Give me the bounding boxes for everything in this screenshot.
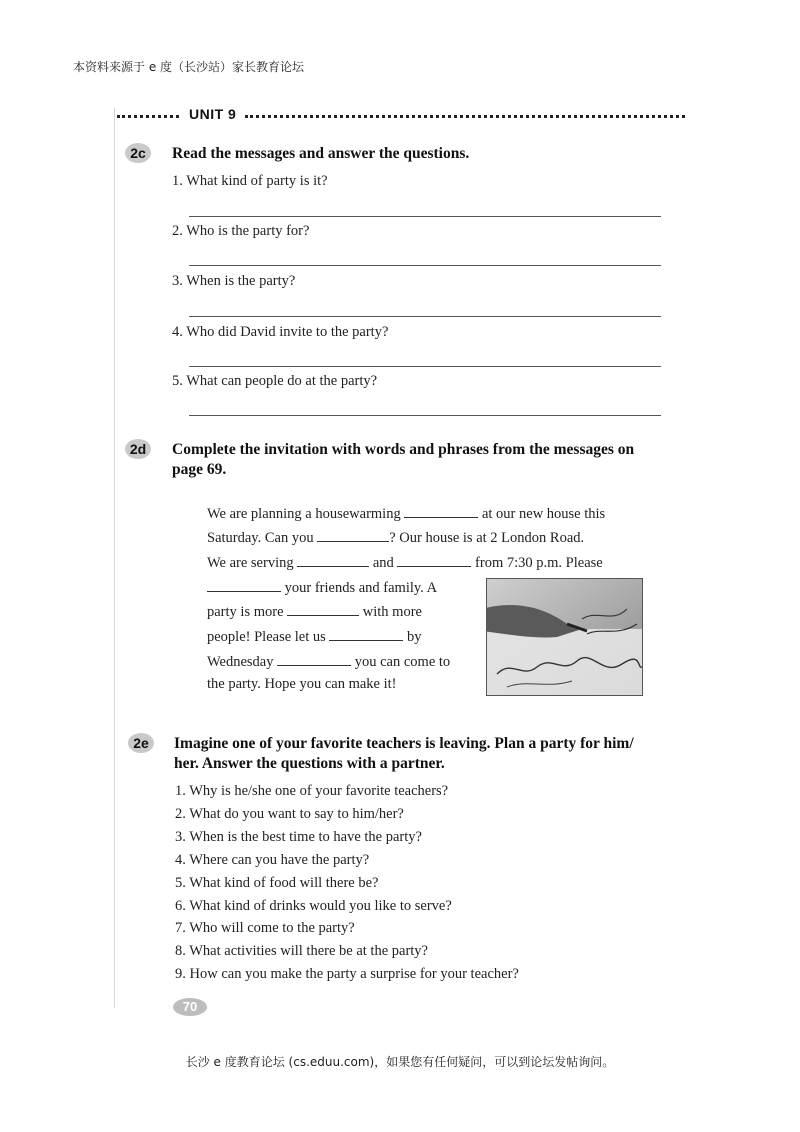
invitation-line-1 xyxy=(207,503,605,523)
invitation-text: Saturday. Can you xyxy=(207,530,314,546)
invitation-text: from 7:30 p.m. Please xyxy=(475,555,603,571)
exercise-2d-heading-line1: Complete the invitation with words and phrases from the messages on xyxy=(172,441,635,458)
question-2e-4: 4. Where can you have the party? xyxy=(175,851,370,868)
invitation-line-5 xyxy=(207,601,422,621)
blank-6[interactable] xyxy=(287,601,359,616)
question-2c-2: 2. Who is the party for? xyxy=(172,223,310,239)
exercise-2e-questions xyxy=(175,780,519,986)
question-2e-6: 6. What kind of drinks would you like to serve? xyxy=(175,897,452,914)
invitation-line-2 xyxy=(207,527,584,547)
margin-rule xyxy=(114,108,115,1008)
invitation-text: We are planning a housewarming xyxy=(207,506,401,522)
unit-label: UNIT 9 xyxy=(189,106,237,122)
blank-5[interactable] xyxy=(207,577,281,592)
question-2e-7: 7. Who will come to the party? xyxy=(175,920,355,937)
invitation-text: by xyxy=(407,629,422,645)
exercise-2e-heading-line1: Imagine one of your favorite teachers is leaving. Plan a party for him/ xyxy=(174,735,634,752)
writing-hand-photo xyxy=(486,578,643,696)
invitation-text: and xyxy=(372,555,394,571)
pen-writing-illustration xyxy=(487,579,642,695)
question-2c-1: 1. What kind of party is it? xyxy=(172,173,328,189)
blank-3[interactable] xyxy=(297,552,369,567)
exercise-2c-heading: Read the messages and answer the questions. xyxy=(172,145,470,162)
invitation-line-4 xyxy=(207,577,437,597)
invitation-text: ? Our house is at 2 London Road. xyxy=(389,530,585,546)
answer-line-2c-2[interactable] xyxy=(189,265,661,266)
question-2e-9: 9. How can you make the party a surprise for your teacher? xyxy=(175,966,519,983)
exercise-2d-heading xyxy=(172,440,634,480)
invitation-text: Wednesday xyxy=(207,654,274,670)
invitation-text: with more xyxy=(362,604,422,620)
invitation-text: at our new house this xyxy=(481,506,606,522)
invitation-text: people! Please let us xyxy=(207,629,326,645)
invitation-text: your friends and family. A xyxy=(284,580,438,596)
exercise-2d-heading-line2: page 69. xyxy=(172,461,227,478)
blank-2[interactable] xyxy=(317,527,389,542)
exercise-badge-2c: 2c xyxy=(125,143,151,163)
page-number: 70 xyxy=(173,998,207,1016)
dotted-rule-right xyxy=(245,115,685,118)
source-note: 本资料来源于 e 度（长沙站）家长教育论坛 xyxy=(73,60,305,74)
invitation-line-6 xyxy=(207,626,422,646)
answer-line-2c-5[interactable] xyxy=(189,415,661,416)
answer-line-2c-1[interactable] xyxy=(189,216,661,217)
question-2e-2: 2. What do you want to say to him/her? xyxy=(175,805,404,822)
invitation-text: We are serving xyxy=(207,555,294,571)
question-2e-3: 3. When is the best time to have the party? xyxy=(175,828,422,845)
exercise-2e-heading-line2: her. Answer the questions with a partner. xyxy=(174,755,445,772)
exercise-badge-2d: 2d xyxy=(125,439,151,459)
question-2c-3: 3. When is the party? xyxy=(172,273,296,289)
question-2e-8: 8. What activities will there be at the party? xyxy=(175,943,428,960)
answer-line-2c-4[interactable] xyxy=(189,366,661,367)
invitation-line-3 xyxy=(207,552,603,572)
exercise-badge-2e: 2e xyxy=(128,733,154,753)
question-2e-1: 1. Why is he/she one of your favorite teachers? xyxy=(175,783,449,799)
invitation-line-7 xyxy=(207,651,450,671)
dotted-rule-left xyxy=(117,115,179,118)
blank-8[interactable] xyxy=(277,651,351,666)
invitation-text: party is more xyxy=(207,604,284,620)
invitation-text: the party. Hope you can make it! xyxy=(207,676,397,692)
blank-4[interactable] xyxy=(397,552,471,567)
unit-header xyxy=(117,106,685,122)
question-2c-5: 5. What can people do at the party? xyxy=(172,373,378,389)
blank-1[interactable] xyxy=(404,503,478,518)
exercise-2e-heading xyxy=(174,734,634,774)
question-2e-5: 5. What kind of food will there be? xyxy=(175,874,379,891)
invitation-text: you can come to xyxy=(354,654,451,670)
footer-note: 长沙 e 度教育论坛 (cs.eduu.com)，如果您有任何疑问，可以到论坛发帖询问。 xyxy=(185,1055,615,1069)
invitation-line-8 xyxy=(207,676,397,693)
question-2c-4: 4. Who did David invite to the party? xyxy=(172,324,389,340)
blank-7[interactable] xyxy=(329,626,403,641)
answer-line-2c-3[interactable] xyxy=(189,316,661,317)
